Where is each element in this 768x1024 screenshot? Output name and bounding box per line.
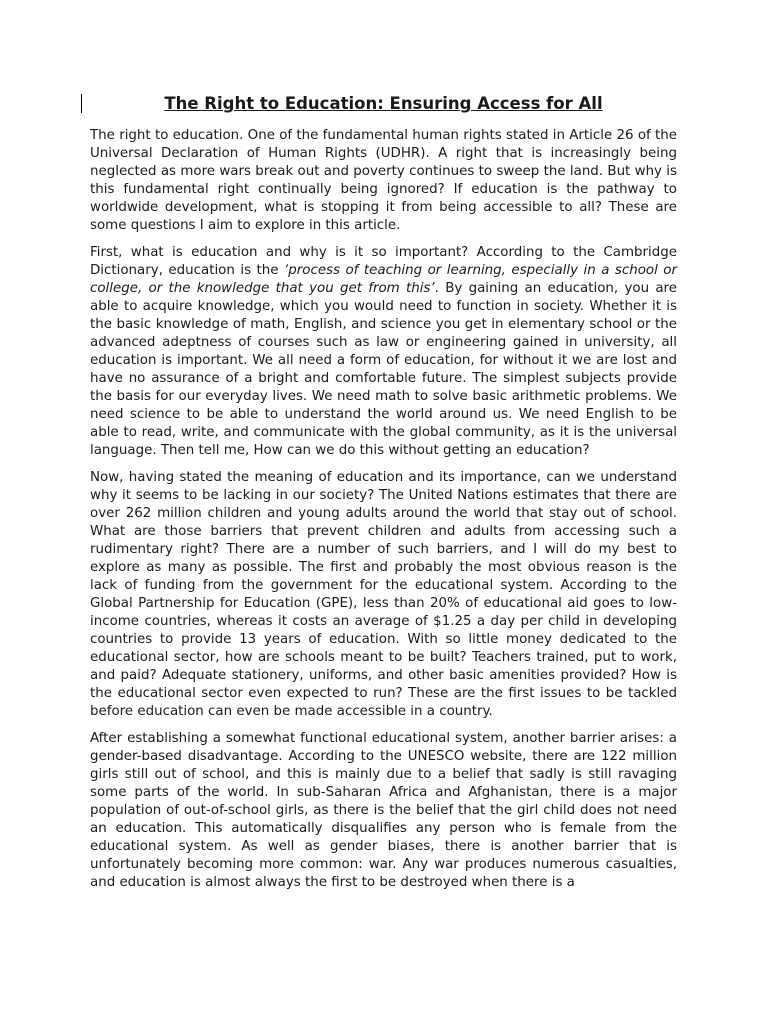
document-title: The Right to Education: Ensuring Access for All (164, 94, 603, 113)
paragraph-2 (90, 244, 677, 460)
paragraph-4: After establishing a somewhat functional educational system, another barrier arises: a gender-based disadvantage. According to the UNESCO website, there are 122 million girls still out of school, and this is mainly due to a belief that sadly is still ravaging some parts of the world. In sub-Saharan Africa and Afghanistan, there is a major population of out-of-school girls, as there is the belief that the girl child does not need an education. This automatically disqualifies any person who is female from the educational system. As well as gender biases, there is another barrier that is unfortunately becoming more common: war. Any war produces numerous casualties, and education is almost always the first to be destroyed when there is a (90, 731, 677, 890)
text-cursor (81, 94, 82, 113)
paragraph-2-after: . By gaining an education, you are able to acquire knowledge, which you would need to function in society. Whether it is the basic knowledge of math, English, and science you get in elementary school or the advanced adeptness of courses such as law or engineering gained in university, all education is important. We all need a form of education, for without it we are lost and have no assurance of a bright and comfortable future. The simplest subjects provide the basis for our everyday lives. We need math to solve basic arithmetic problems. We need science to be able to understand the world around us. We need English to be able to read, write, and communicate with the global community, as it is the universal language. Then tell me, How can we do this without getting an education? (90, 281, 677, 458)
paragraph-2-quote: ‘process of teaching or learning, especially in a school or college, or the knowledge that you get from this’ (90, 263, 677, 296)
paragraph-2-before: First, what is education and why is it so important? According to the Cambridge Dictionary, education is the (90, 245, 677, 278)
document-page (90, 92, 677, 901)
paragraph-1: The right to education. One of the fundamental human rights stated in Article 26 of the Universal Declaration of Human Rights (UDHR). A right that is increasingly being neglected as more wars break out and poverty continues to sweep the land. But why is this fundamental right continually being ignored? If education is the pathway to worldwide development, what is stopping it from being accessible to all? These are some questions I aim to explore in this article. (90, 128, 677, 233)
paragraph-3: Now, having stated the meaning of education and its importance, can we understand why it seems to be lacking in our society? The United Nations estimates that there are over 262 million children and young adults around the world that stay out of school. What are those barriers that prevent children and adults from accessing such a rudimentary right? There are a number of such barriers, and I will do my best to explore as many as possible. The first and probably the most obvious reason is the lack of funding from the government for the educational system. According to the Global Partnership for Education (GPE), less than 20% of educational aid goes to low-income countries, whereas it costs an average of $1.25 a day per child in developing countries to provide 13 years of education. With so little money dedicated to the educational sector, how are schools meant to be built? Teachers trained, put to work, and paid? Adequate stationery, uniforms, and other basic amenities provided? How is the educational sector even expected to run? These are the first issues to be tackled before education can even be made accessible in a country. (90, 470, 677, 719)
